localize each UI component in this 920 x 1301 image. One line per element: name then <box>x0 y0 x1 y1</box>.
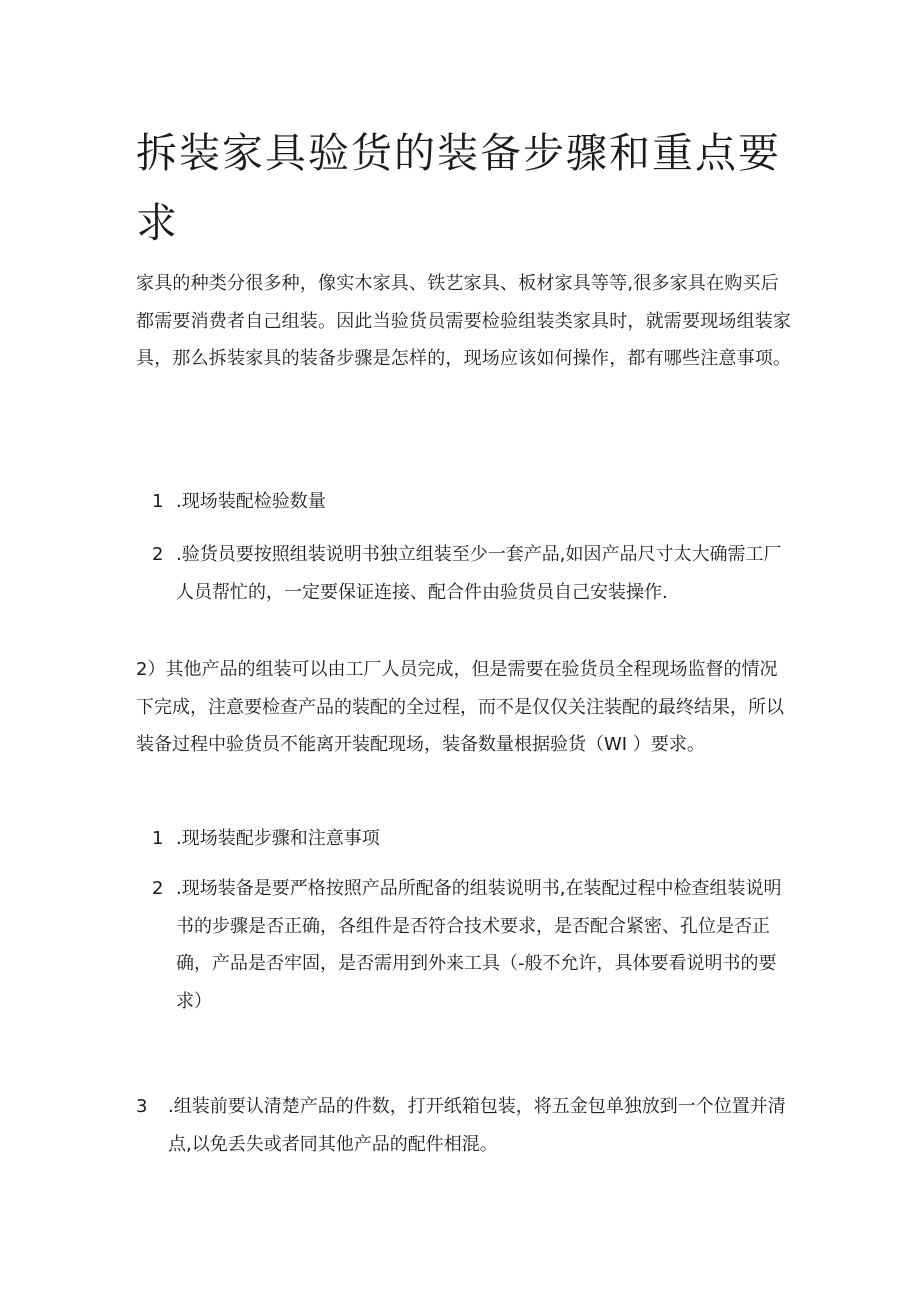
list-item <box>152 483 792 521</box>
list-item <box>136 1088 792 1163</box>
list-item-text: .现场装配步骤和注意事项 <box>176 828 380 849</box>
page-title: 拆装家具验货的装备步骤和重点要求 <box>136 129 781 247</box>
list-item-number: 3 <box>136 1096 148 1117</box>
list-item-text: .组装前要认清楚产品的件数，打开纸箱包装，将五金包单独放到一个位置并清点,以免丢失或者同其他产品的配件相混。 <box>168 1096 786 1155</box>
list-item <box>152 820 792 858</box>
list-item <box>152 536 792 611</box>
list-item-number: 1 <box>152 491 164 512</box>
body-paragraph: 2）其他产品的组装可以由工厂人员完成，但是需要在验货员全程现场监督的情况下完成，注意要检查产品的装配的全过程，而不是仅仅关注装配的最终结果，所以装备过程中验货员不能离开装配现场，装备数量根据验货（WI ）要求。 <box>136 659 784 755</box>
list-item-number: 2 <box>152 544 164 565</box>
list-item-number: 2 <box>152 878 164 899</box>
list-item-text: .现场装备是要严格按照产品所配备的组装说明书,在装配过程中检查组装说明书的步骤是否正确，各组件是否符合技术要求，是否配合紧密、孔位是否正确，产品是否牢固，是否需用到外来工具（-般不允许，具体要看说明书的要求） <box>176 878 782 1012</box>
list-item-number: 1 <box>152 828 164 849</box>
list-item <box>152 870 792 1020</box>
list-item-text: .验货员要按照组装说明书独立组装至少一套产品,如因产品尺寸太大确需工厂人员帮忙的，一定要保证连接、配合件由验货员自己安装操作. <box>176 544 782 603</box>
intro-paragraph: 家具的种类分很多种，像实木家具、铁艺家具、板材家具等等,很多家具在购买后都需要消费者自己组装。因此当验货员需要检验组装类家具时，就需要现场组装家具，那么拆装家具的装备步骤是怎样的，现场应该如何操作，都有哪些注意事项。 <box>136 273 792 369</box>
list-item-text: .现场装配检验数量 <box>176 491 326 512</box>
